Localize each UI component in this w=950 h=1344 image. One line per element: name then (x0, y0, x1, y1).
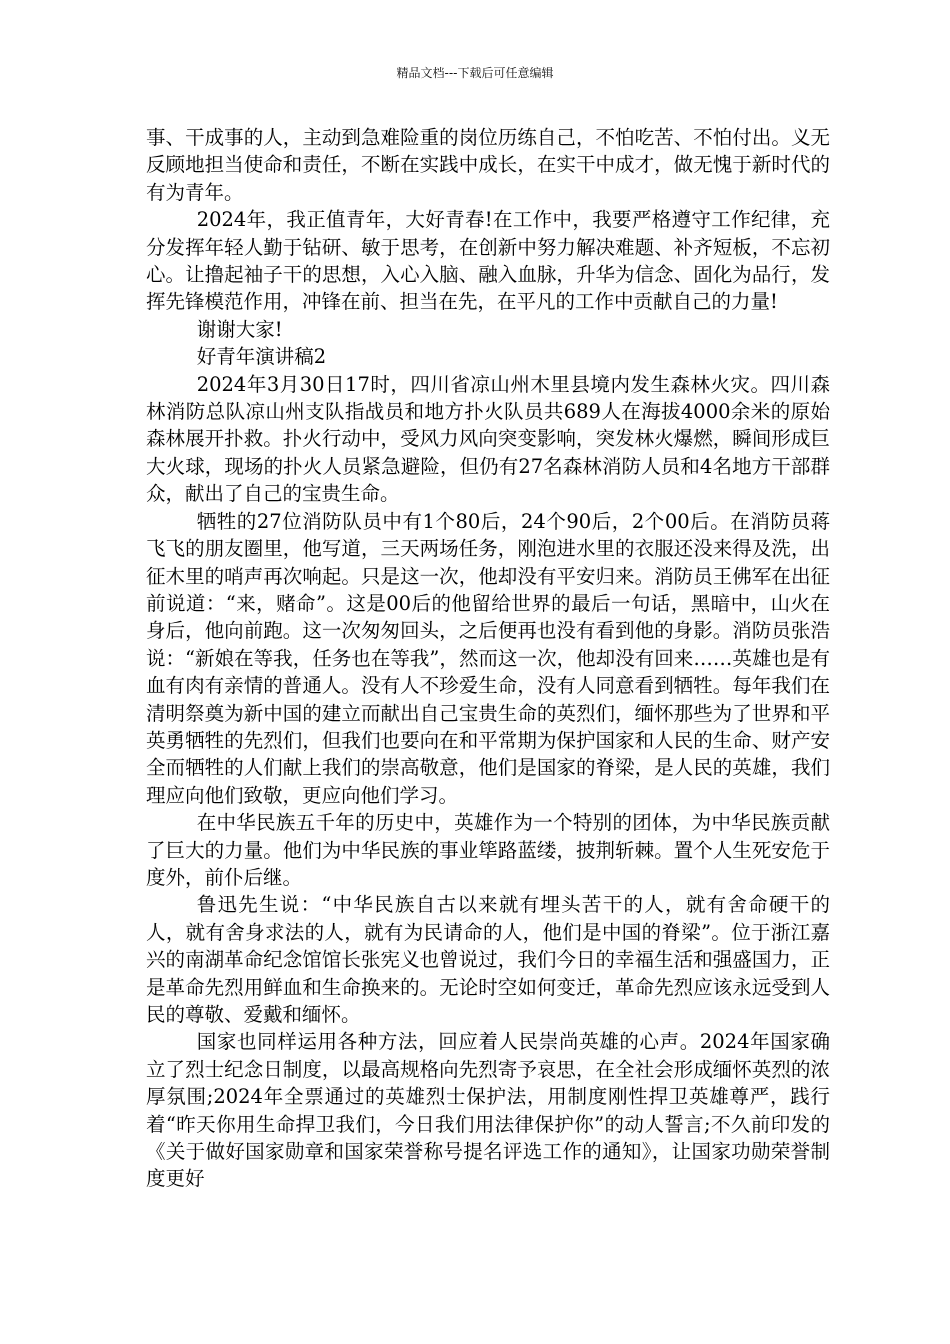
paragraph-2: 2024年，我正值青年，大好青春!在工作中，我要严格遵守工作纪律，充分发挥年轻人勤于钻研、敏于思考，在创新中努力解决难题、补齐短板，不忘初心。让撸起袖子干的思想，入心入脑、融入血脉，升华为信念、固化为品行，发挥先锋模范作用，冲锋在前、担当在先，在平凡的工作中贡献自己的力量! (146, 208, 830, 314)
paragraph-6: 鲁迅先生说：“中华民族自古以来就有埋头苦干的人，就有舍命硬干的人，就有舍身求法的人，就有为民请命的人，他们是中国的脊梁”。位于浙江嘉兴的南湖革命纪念馆馆长张宪义也曾说过，我们今日的幸福生活和强盛国力，正是革命先烈用鲜血和生命换来的。无论时空如何变迁，革命先烈应该永远受到人民的尊敬、爱戴和缅怀。 (146, 893, 830, 1026)
section-title: 好青年演讲稿2 (196, 345, 327, 369)
paragraph-3: 2024年3月30日17时，四川省凉山州木里县境内发生森林火灾。四川森林消防总队凉山州支队指战员和地方扑火队员共689人在海拔4000余米的原始森林展开扑救。扑火行动中，受风力风向突变影响，突发林火爆燃，瞬间形成巨大火球，现场的扑火人员紧急避险，但仍有27名森林消防人员和4名地方干部群众，献出了自己的宝贵生命。 (146, 372, 830, 506)
paragraph-5: 在中华民族五千年的历史中，英雄作为一个特别的团体，为中华民族贡献了巨大的力量。他们为中华民族的事业筚路蓝缕，披荆斩棘。置个人生死安危于度外，前仆后继。 (146, 811, 830, 889)
paragraph-thanks: 谢谢大家! (196, 317, 283, 341)
paragraph-1: 事、干成事的人，主动到急难险重的岗位历练自己，不怕吃苦、不怕付出。义无反顾地担当使命和责任，不断在实践中成长，在实干中成才，做无愧于新时代的有为青年。 (146, 126, 830, 204)
page-header: 精品文档---下载后可任意编辑 (396, 66, 554, 80)
paragraph-4: 牺牲的27位消防队员中有1个80后，24个90后，2个00后。在消防员蒋飞飞的朋友圈里，他写道，三天两场任务，刚泡进水里的衣服还没来得及洗，出征木里的哨声再次响起。只是这一次，他却没有平安归来。消防员王佛军在出征前说道：“来，赌命”。这是00后的他留给世界的最后一句话，黑暗中，山火在身后，他向前跑。这一次匆匆回头，之后便再也没有看到他的身影。消防员张浩说：“新娘在等我，任务也在等我”，然而这一次，他却没有回来……英雄也是有血有肉有亲情的普通人。没有人不珍爱生命，没有人同意看到牺牲。每年我们在清明祭奠为新中国的建立而献出自己宝贵生命的英烈们，缅怀那些为了世界和平英勇牺牲的先烈们，但我们也要向在和平常期为保护国家和人民的生命、财产安全而牺牲的人们献上我们的崇高敬意，他们是国家的脊梁，是人民的英雄，我们理应向他们致敬，更应向他们学习。 (146, 509, 830, 807)
document-body (146, 124, 830, 1193)
paragraph-7: 国家也同样运用各种方法，回应着人民崇尚英雄的心声。2024年国家确立了烈士纪念日制度，以最高规格向先烈寄予哀思，在全社会形成缅怀英烈的浓厚氛围;2024年全票通过的英雄烈士保护法，用制度刚性捍卫英雄尊严，践行着“昨天你用生命捍卫我们，今日我们用法律保护你”的动人誓言;不久前印发的《关于做好国家勋章和国家荣誉称号提名评选工作的通知》，让国家功勋荣誉制度更好 (146, 1030, 830, 1191)
